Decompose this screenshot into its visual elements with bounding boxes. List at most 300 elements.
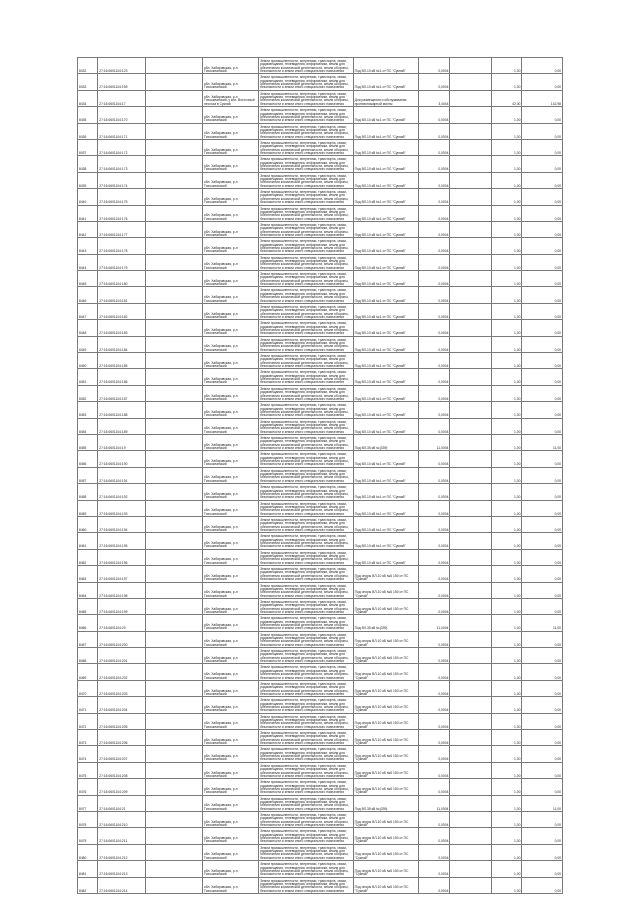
row-number: 8459 <box>78 500 98 516</box>
empty-cell <box>145 221 202 237</box>
address-cell: обл. Хабаровская, р-н Тихоокеанский <box>202 582 258 598</box>
address-cell: обл. Хабаровская, р-н Тихоокеанский <box>202 353 258 369</box>
rate-cell: 1,00 <box>492 697 522 713</box>
sum-cell: 0,00 <box>522 664 563 680</box>
table-row <box>78 205 563 221</box>
sum-cell: 0,00 <box>522 271 563 287</box>
land-category-cell: Земли промышленности, энергетики, транспорта, связи, радиовещания, телевидения, информатики, земли для обеспечения космической деятельности, земли обороны, безопасности и земли иного специального назначения <box>259 713 354 729</box>
land-category-cell: Земли промышленности, энергетики, транспорта, связи, радиовещания, телевидения, информатики, земли для обеспечения космической деятельности, земли обороны, безопасности и земли иного специального назначения <box>259 123 354 139</box>
table-row <box>78 221 563 237</box>
sum-cell: 0,00 <box>522 566 563 582</box>
cadastral-number: 27:16:0601104:208 <box>98 762 145 778</box>
permitted-use-cell: Под ВЛ-10 кВ №1 от ПС "Сукпай" <box>353 500 418 516</box>
cadastral-number: 27:16:0601104:196 <box>98 549 145 565</box>
land-category-cell: Земли промышленности, энергетики, транспорта, связи, радиовещания, телевидения, информатики, земли для обеспечения космической деятельности, земли обороны, безопасности и земли иного специального назначения <box>259 566 354 582</box>
address-cell: обл. Хабаровская, р-н Тихоокеанский, у кол. Восточный лесхоза в Сукпай <box>202 90 258 106</box>
empty-cell <box>450 254 492 270</box>
land-category-cell: Земли промышленности, энергетики, транспорта, связи, радиовещания, телевидения, информатики, земли для обеспечения космической деятельности, земли обороны, безопасности и земли иного специального назначения <box>259 271 354 287</box>
cadastral-number: 27:16:0601104:207 <box>98 746 145 762</box>
cadastral-number: 27:16:0601104:173 <box>98 156 145 172</box>
permitted-use-cell: Под опоры ВЛ-10 кВ №6 150 от ПС "Сукпай" <box>353 861 418 877</box>
empty-cell <box>450 467 492 483</box>
row-number: 8468 <box>78 648 98 664</box>
table-row <box>78 828 563 844</box>
land-category-cell: Земли промышленности, энергетики, транспорта, связи, радиовещания, телевидения, информатики, земли для обеспечения космической деятельности, земли обороны, безопасности и земли иного специального назначения <box>259 434 354 450</box>
cadastral-number: 27:16:0601104:210 <box>98 811 145 827</box>
area-cell: 11,0004 <box>418 615 450 631</box>
empty-cell <box>145 844 202 860</box>
land-category-cell: Земли промышленности, энергетики, транспорта, связи, радиовещания, телевидения, информатики, земли для обеспечения космической деятельности, земли обороны, безопасности и земли иного специального назначения <box>259 156 354 172</box>
area-cell: 3,4044 <box>418 90 450 106</box>
area-cell: 0,0004 <box>418 189 450 205</box>
permitted-use-cell: Под ВЛ-10 кВ №1 от ПС "Сукпай" <box>353 287 418 303</box>
permitted-use-cell: Под опоры ВЛ-10 кВ №6 150 от ПС "Сукпай" <box>353 828 418 844</box>
empty-cell <box>450 58 492 74</box>
permitted-use-cell: Под ВЛ-10 кВ №1 от ПС "Сукпай" <box>353 533 418 549</box>
permitted-use-cell: Под опоры ВЛ-10 кВ №6 150 от ПС "Сукпай" <box>353 746 418 762</box>
area-cell: 0,0004 <box>418 730 450 746</box>
empty-cell <box>450 533 492 549</box>
land-category-cell: Земли промышленности, энергетики, транспорта, связи, радиовещания, телевидения, информатики, земли для обеспечения космической деятельности, земли обороны, безопасности и земли иного специального назначения <box>259 467 354 483</box>
cadastral-number: 27:16:0601104:197 <box>98 566 145 582</box>
cadastral-number: 27:16:0601104:182 <box>98 303 145 319</box>
rate-cell: 1,00 <box>492 320 522 336</box>
rate-cell: 1,00 <box>492 500 522 516</box>
land-category-cell: Земли промышленности, энергетики, транспорта, связи, радиовещания, телевидения, информатики, земли для обеспечения космической деятельности, земли обороны, безопасности и земли иного специального назначения <box>259 369 354 385</box>
permitted-use-cell: Под опоры ВЛ-10 кВ №6 150 от ПС "Сукпай" <box>353 648 418 664</box>
cadastral-number: 27:16:0601104:180 <box>98 271 145 287</box>
empty-cell <box>145 336 202 352</box>
permitted-use-cell: Под ВЛ-10 кВ №1 от ПС "Сукпай" <box>353 451 418 467</box>
area-cell: 0,0004 <box>418 500 450 516</box>
address-cell: обл. Хабаровская, р-н Тихоокеанский <box>202 172 258 188</box>
address-cell: обл. Хабаровская, р-н Тихоокеанский <box>202 74 258 90</box>
cadastral-number: 27:16:0601104:203 <box>98 680 145 696</box>
sum-cell: 0,00 <box>522 172 563 188</box>
cadastral-number: 27:16:0601104:199 <box>98 598 145 614</box>
empty-cell <box>145 303 202 319</box>
row-number: 8449 <box>78 336 98 352</box>
land-category-cell: Земли промышленности, энергетики, транспорта, связи, радиовещания, телевидения, информатики, земли для обеспечения космической деятельности, земли обороны, безопасности и земли иного специального назначения <box>259 353 354 369</box>
empty-cell <box>145 238 202 254</box>
sum-cell: 0,00 <box>522 582 563 598</box>
rate-cell: 1,00 <box>492 385 522 401</box>
sum-cell: 11,00 <box>522 434 563 450</box>
land-category-cell: Земли промышленности, энергетики, транспорта, связи, радиовещания, телевидения, информатики, земли для обеспечения космической деятельности, земли обороны, безопасности и земли иного специального назначения <box>259 680 354 696</box>
address-cell: обл. Хабаровская, р-н Тихоокеанский <box>202 238 258 254</box>
cadastral-number: 27:16:0601104:174 <box>98 172 145 188</box>
empty-cell <box>145 582 202 598</box>
rate-cell: 1,00 <box>492 549 522 565</box>
sum-cell: 0,00 <box>522 139 563 155</box>
row-number: 8482 <box>78 877 98 893</box>
address-cell: обл. Хабаровская, р-н Тихоокеанский <box>202 762 258 778</box>
land-category-cell: Земли промышленности, энергетики, транспорта, связи, радиовещания, телевидения, информатики, земли для обеспечения космической деятельности, земли обороны, безопасности и земли иного специального назначения <box>259 746 354 762</box>
address-cell: обл. Хабаровская, р-н Тихоокеанский <box>202 107 258 123</box>
area-cell: 11,0004 <box>418 795 450 811</box>
empty-cell <box>450 746 492 762</box>
land-category-cell: Земли промышленности, энергетики, транспорта, связи, радиовещания, телевидения, информатики, земли для обеспечения космической деятельности, земли обороны, безопасности и земли иного специального назначения <box>259 336 354 352</box>
address-cell: обл. Хабаровская, р-н Тихоокеанский <box>202 205 258 221</box>
sum-cell: 0,00 <box>522 500 563 516</box>
cadastral-number: 27:16:0601104:187 <box>98 385 145 401</box>
row-number: 8446 <box>78 287 98 303</box>
rate-cell: 1,00 <box>492 336 522 352</box>
permitted-use-cell: Под ВЛ-10 кВ №1 от ПС "Сукпай" <box>353 418 418 434</box>
table-row <box>78 713 563 729</box>
empty-cell <box>450 811 492 827</box>
rate-cell: 1,00 <box>492 762 522 778</box>
empty-cell <box>450 861 492 877</box>
empty-cell <box>450 598 492 614</box>
rate-cell: 1,00 <box>492 664 522 680</box>
area-cell: 0,0004 <box>418 582 450 598</box>
table-row <box>78 369 563 385</box>
rate-cell: 1,00 <box>492 828 522 844</box>
permitted-use-cell: Под ВЛ-10 кВ №1 от ПС "Сукпай" <box>353 123 418 139</box>
area-cell: 0,0004 <box>418 58 450 74</box>
permitted-use-cell: Под опоры ВЛ-10 кВ №6 150 от ПС "Сукпай" <box>353 680 418 696</box>
row-number: 8467 <box>78 631 98 647</box>
rate-cell: 1,00 <box>492 779 522 795</box>
empty-cell <box>450 369 492 385</box>
sum-cell: 0,00 <box>522 467 563 483</box>
table-row <box>78 500 563 516</box>
address-cell: обл. Хабаровская, р-н Тихоокеанский <box>202 189 258 205</box>
permitted-use-cell: Под ВЛ-10 кВ №1 от ПС "Сукпай" <box>353 402 418 418</box>
address-cell: обл. Хабаровская, р-н Тихоокеанский <box>202 320 258 336</box>
permitted-use-cell: Под ВЛ-10 кВ №1 от ПС "Сукпай" <box>353 303 418 319</box>
sum-cell: 0,00 <box>522 238 563 254</box>
area-cell: 0,0004 <box>418 877 450 893</box>
table-row <box>78 172 563 188</box>
permitted-use-cell: Под опоры ВЛ-10 кВ №6 150 от ПС "Сукпай" <box>353 697 418 713</box>
sum-cell: 0,00 <box>522 549 563 565</box>
rate-cell: 1,00 <box>492 516 522 532</box>
area-cell: 0,0004 <box>418 353 450 369</box>
table-row <box>78 861 563 877</box>
rate-cell: 1,00 <box>492 189 522 205</box>
address-cell: обл. Хабаровская, р-н Тихоокеанский <box>202 713 258 729</box>
land-category-cell: Земли промышленности, энергетики, транспорта, связи, радиовещания, телевидения, информатики, земли для обеспечения космической деятельности, земли обороны, безопасности и земли иного специального назначения <box>259 598 354 614</box>
sum-cell: 0,00 <box>522 779 563 795</box>
permitted-use-cell: Под ВЛ-10 кВ №1 от ПС "Сукпай" <box>353 107 418 123</box>
empty-cell <box>450 648 492 664</box>
address-cell: обл. Хабаровская, р-н Тихоокеанский <box>202 549 258 565</box>
empty-cell <box>145 139 202 155</box>
sum-cell: 0,00 <box>522 811 563 827</box>
sum-cell: 0,00 <box>522 369 563 385</box>
permitted-use-cell: Под опоры ВЛ-10 кВ №6 150 от ПС "Сукпай" <box>353 713 418 729</box>
permitted-use-cell: Под опоры ВЛ-10 кВ №6 150 от ПС "Сукпай" <box>353 582 418 598</box>
row-number: 8441 <box>78 205 98 221</box>
empty-cell <box>145 271 202 287</box>
empty-cell <box>450 336 492 352</box>
row-number: 8443 <box>78 238 98 254</box>
land-category-cell: Земли промышленности, энергетики, транспорта, связи, радиовещания, телевидения, информатики, земли для обеспечения космической деятельности, земли обороны, безопасности и земли иного специального назначения <box>259 205 354 221</box>
permitted-use-cell: Под ВЛ-10 кВ №1 от ПС "Сукпай" <box>353 484 418 500</box>
land-category-cell: Земли промышленности, энергетики, транспорта, связи, радиовещания, телевидения, информатики, земли для обеспечения космической деятельности, земли обороны, безопасности и земли иного специального назначения <box>259 779 354 795</box>
area-cell: 0,0004 <box>418 418 450 434</box>
address-cell: обл. Хабаровская, р-н Тихоокеанский <box>202 566 258 582</box>
empty-cell <box>145 500 202 516</box>
sum-cell: 0,00 <box>522 221 563 237</box>
cadastral-number: 27:16:0601104:201 <box>98 648 145 664</box>
land-category-cell: Земли промышленности, энергетики, транспорта, связи, радиовещания, телевидения, информатики, земли для обеспечения космической деятельности, земли обороны, безопасности и земли иного специального назначения <box>259 418 354 434</box>
address-cell: обл. Хабаровская, р-н Тихоокеанский <box>202 139 258 155</box>
area-cell: 0,0004 <box>418 369 450 385</box>
cadastral-number: 27:16:0601104:178 <box>98 238 145 254</box>
land-category-cell: Земли промышленности, энергетики, транспорта, связи, радиовещания, телевидения, информатики, земли для обеспечения космической деятельности, земли обороны, безопасности и земли иного специального назначения <box>259 287 354 303</box>
sum-cell: 0,00 <box>522 303 563 319</box>
row-number: 8464 <box>78 582 98 598</box>
cadastral-number: 27:16:0601104:172 <box>98 139 145 155</box>
address-cell: обл. Хабаровская, р-н Тихоокеанский <box>202 516 258 532</box>
table-row <box>78 467 563 483</box>
area-cell: 0,0004 <box>418 549 450 565</box>
row-number: 8477 <box>78 795 98 811</box>
rate-cell: 1,00 <box>492 861 522 877</box>
row-number: 8448 <box>78 320 98 336</box>
sum-cell: 0,00 <box>522 762 563 778</box>
cadastral-number: 27:16:0601104:206 <box>98 730 145 746</box>
address-cell: обл. Хабаровская, р-н Тихоокеанский <box>202 631 258 647</box>
table-row <box>78 648 563 664</box>
area-cell: 0,0004 <box>418 451 450 467</box>
cadastral-number: 27:16:0601104:176 <box>98 205 145 221</box>
cadastral-number: 27:16:0601104:209 <box>98 779 145 795</box>
empty-cell <box>145 90 202 106</box>
sum-cell: 0,00 <box>522 631 563 647</box>
cadastral-number: 27:16:0601104:19 <box>98 434 145 450</box>
row-number: 8472 <box>78 713 98 729</box>
address-cell: обл. Хабаровская, р-н Тихоокеанский <box>202 369 258 385</box>
sum-cell: 0,00 <box>522 287 563 303</box>
cadastral-number: 27:16:0601104:204 <box>98 697 145 713</box>
empty-cell <box>450 271 492 287</box>
rate-cell: 1,00 <box>492 303 522 319</box>
cadastral-number: 27:16:0601104:177 <box>98 221 145 237</box>
sum-cell: 0,00 <box>522 877 563 893</box>
row-number: 8476 <box>78 779 98 795</box>
cadastral-number: 27:16:0601104:200 <box>98 631 145 647</box>
area-cell: 0,0004 <box>418 320 450 336</box>
area-cell: 0,0004 <box>418 861 450 877</box>
rate-cell: 1,00 <box>492 746 522 762</box>
address-cell: обл. Хабаровская, р-н Тихоокеанский <box>202 730 258 746</box>
cadastral-number: 27:16:0601104:195 <box>98 533 145 549</box>
table-row <box>78 762 563 778</box>
empty-cell <box>145 746 202 762</box>
permitted-use-cell: Под ВЛ-10 кВ №1 от ПС "Сукпай" <box>353 254 418 270</box>
land-category-cell: Земли промышленности, энергетики, транспорта, связи, радиовещания, телевидения, информатики, земли для обеспечения космической деятельности, земли обороны, безопасности и земли иного специального назначения <box>259 238 354 254</box>
rate-cell: 1,00 <box>492 238 522 254</box>
area-cell: 0,0004 <box>418 74 450 90</box>
area-cell: 0,0004 <box>418 844 450 860</box>
address-cell: обл. Хабаровская, р-н Тихоокеанский <box>202 877 258 893</box>
cadastral-number: 27:16:0601104:21 <box>98 795 145 811</box>
area-cell: 0,0004 <box>418 123 450 139</box>
address-cell: обл. Хабаровская, р-н Тихоокеанский <box>202 287 258 303</box>
table-row <box>78 254 563 270</box>
land-category-cell: Земли промышленности, энергетики, транспорта, связи, радиовещания, телевидения, информатики, земли для обеспечения космической деятельности, земли обороны, безопасности и земли иного специального назначения <box>259 451 354 467</box>
row-number: 8479 <box>78 828 98 844</box>
table-row <box>78 484 563 500</box>
table-row <box>78 58 563 74</box>
empty-cell <box>145 58 202 74</box>
empty-cell <box>450 189 492 205</box>
permitted-use-cell: Под ВЛ-35 кВ №(339) <box>353 795 418 811</box>
cadastral-number: 27:16:0601104:20 <box>98 615 145 631</box>
empty-cell <box>145 107 202 123</box>
address-cell: обл. Хабаровская, р-н Тихоокеанский <box>202 402 258 418</box>
rate-cell: 1,00 <box>492 123 522 139</box>
rate-cell: 1,00 <box>492 811 522 827</box>
empty-cell <box>145 320 202 336</box>
permitted-use-cell: Под ВЛ-35 кВ №(339) <box>353 434 418 450</box>
rate-cell: 1,00 <box>492 713 522 729</box>
sum-cell: 11,00 <box>522 615 563 631</box>
area-cell: 0,0004 <box>418 533 450 549</box>
row-number: 8432 <box>78 58 98 74</box>
empty-cell <box>450 90 492 106</box>
permitted-use-cell: Под ВЛ-10 кВ №1 от ПС "Сукпай" <box>353 336 418 352</box>
area-cell: 0,0004 <box>418 402 450 418</box>
permitted-use-cell: Под ВЛ-10 кВ №1 от ПС "Сукпай" <box>353 58 418 74</box>
land-category-cell: Земли промышленности, энергетики, транспорта, связи, радиовещания, телевидения, информатики, земли для обеспечения космической деятельности, земли обороны, безопасности и земли иного специального назначения <box>259 303 354 319</box>
sum-cell: 0,00 <box>522 353 563 369</box>
address-cell: обл. Хабаровская, р-н Тихоокеанский <box>202 254 258 270</box>
table-row <box>78 451 563 467</box>
empty-cell <box>450 844 492 860</box>
land-category-cell: Земли промышленности, энергетики, транспорта, связи, радиовещания, телевидения, информатики, земли для обеспечения космической деятельности, земли обороны, безопасности и земли иного специального назначения <box>259 828 354 844</box>
rate-cell: 1,00 <box>492 648 522 664</box>
permitted-use-cell: Под опоры ВЛ-10 кВ №6 150 от ПС "Сукпай" <box>353 730 418 746</box>
area-cell: 0,0004 <box>418 385 450 401</box>
rate-cell: 1,00 <box>492 172 522 188</box>
empty-cell <box>145 598 202 614</box>
empty-cell <box>145 615 202 631</box>
row-number: 8433 <box>78 74 98 90</box>
empty-cell <box>450 779 492 795</box>
row-number: 8465 <box>78 598 98 614</box>
rate-cell: 1,00 <box>492 467 522 483</box>
sum-cell: 0,00 <box>522 402 563 418</box>
empty-cell <box>145 795 202 811</box>
cadastral-number: 27:16:0601104:213 <box>98 861 145 877</box>
empty-cell <box>450 713 492 729</box>
sum-cell: 0,00 <box>522 74 563 90</box>
permitted-use-cell: Под ВЛ-10 кВ №1 от ПС "Сукпай" <box>353 189 418 205</box>
permitted-use-cell: Под опоры ВЛ-10 кВ №6 150 от ПС "Сукпай" <box>353 811 418 827</box>
empty-cell <box>145 402 202 418</box>
land-category-cell: Земли промышленности, энергетики, транспорта, связи, радиовещания, телевидения, информатики, земли для обеспечения космической деятельности, земли обороны, безопасности и земли иного специального назначения <box>259 107 354 123</box>
address-cell: обл. Хабаровская, р-н Тихоокеанский <box>202 779 258 795</box>
sum-cell: 0,00 <box>522 320 563 336</box>
empty-cell <box>450 402 492 418</box>
rate-cell: 1,00 <box>492 533 522 549</box>
row-number: 8439 <box>78 172 98 188</box>
rate-cell: 1,00 <box>492 221 522 237</box>
row-number: 8475 <box>78 762 98 778</box>
land-category-cell: Земли промышленности, энергетики, транспорта, связи, радиовещания, телевидения, информатики, земли для обеспечения космической деятельности, земли обороны, безопасности и земли иного специального назначения <box>259 533 354 549</box>
address-cell: обл. Хабаровская, р-н Тихоокеанский <box>202 615 258 631</box>
empty-cell <box>450 451 492 467</box>
row-number: 8470 <box>78 680 98 696</box>
rate-cell: 1,00 <box>492 877 522 893</box>
empty-cell <box>450 516 492 532</box>
empty-cell <box>145 762 202 778</box>
rate-cell: 1,00 <box>492 418 522 434</box>
land-category-cell: Земли промышленности, энергетики, транспорта, связи, радиовещания, телевидения, информатики, земли для обеспечения космической деятельности, земли обороны, безопасности и земли иного специального назначения <box>259 74 354 90</box>
area-cell: 0,0004 <box>418 336 450 352</box>
land-category-cell: Земли промышленности, энергетики, транспорта, связи, радиовещания, телевидения, информатики, земли для обеспечения космической деятельности, земли обороны, безопасности и земли иного специального назначения <box>259 762 354 778</box>
land-category-cell: Земли промышленности, энергетики, транспорта, связи, радиовещания, телевидения, информатики, земли для обеспечения космической деятельности, земли обороны, безопасности и земли иного специального назначения <box>259 402 354 418</box>
empty-cell <box>145 697 202 713</box>
cadastral-number: 27:16:0601104:179 <box>98 254 145 270</box>
area-cell: 0,0004 <box>418 254 450 270</box>
permitted-use-cell: Под ВЛ-10 кВ №1 от ПС "Сукпай" <box>353 271 418 287</box>
rate-cell: 1,00 <box>492 107 522 123</box>
empty-cell <box>145 828 202 844</box>
row-number: 8456 <box>78 451 98 467</box>
permitted-use-cell: Под ВЛ-10 кВ №1 от ПС "Сукпай" <box>353 238 418 254</box>
empty-cell <box>450 172 492 188</box>
empty-cell <box>145 172 202 188</box>
address-cell: обл. Хабаровская, р-н Тихоокеанский <box>202 828 258 844</box>
cadastral-number: 27:16:0601104:214 <box>98 877 145 893</box>
address-cell: обл. Хабаровская, р-н Тихоокеанский <box>202 385 258 401</box>
table-row <box>78 353 563 369</box>
empty-cell <box>145 205 202 221</box>
row-number: 8436 <box>78 123 98 139</box>
permitted-use-cell: Под ВЛ-10 кВ №1 от ПС "Сукпай" <box>353 74 418 90</box>
empty-cell <box>145 664 202 680</box>
empty-cell <box>450 795 492 811</box>
rate-cell: 1,00 <box>492 598 522 614</box>
land-category-cell: Земли промышленности, энергетики, транспорта, связи, радиовещания, телевидения, информатики, земли для обеспечения космической деятельности, земли обороны, безопасности и земли иного специального назначения <box>259 795 354 811</box>
cadastral-number: 27:16:0601104:123 <box>98 58 145 74</box>
cadastral-number: 27:16:0601104:159 <box>98 74 145 90</box>
empty-cell <box>450 549 492 565</box>
table-row <box>78 844 563 860</box>
rate-cell: 1,00 <box>492 844 522 860</box>
area-cell: 0,0004 <box>418 107 450 123</box>
sum-cell: 0,00 <box>522 697 563 713</box>
empty-cell <box>450 205 492 221</box>
row-number: 8463 <box>78 566 98 582</box>
row-number: 8481 <box>78 861 98 877</box>
empty-cell <box>145 254 202 270</box>
land-category-cell: Земли промышленности, энергетики, транспорта, связи, радиовещания, телевидения, информатики, земли для обеспечения космической деятельности, земли обороны, безопасности и земли иного специального назначения <box>259 549 354 565</box>
row-number: 8440 <box>78 189 98 205</box>
table-row <box>78 779 563 795</box>
empty-cell <box>450 353 492 369</box>
empty-cell <box>145 533 202 549</box>
address-cell: обл. Хабаровская, р-н Тихоокеанский <box>202 418 258 434</box>
land-category-cell: Земли промышленности, энергетики, транспорта, связи, радиовещания, телевидения, информатики, земли для обеспечения космической деятельности, земли обороны, безопасности и земли иного специального назначения <box>259 516 354 532</box>
area-cell: 0,0004 <box>418 779 450 795</box>
table-row <box>78 90 563 106</box>
permitted-use-cell: Под ВЛ-10 кВ №1 от ПС "Сукпай" <box>353 369 418 385</box>
table-row <box>78 877 563 893</box>
table-body <box>78 58 563 894</box>
empty-cell <box>145 811 202 827</box>
area-cell: 0,0004 <box>418 664 450 680</box>
rate-cell: 1,00 <box>492 615 522 631</box>
address-cell: обл. Хабаровская, р-н Тихоокеанский <box>202 156 258 172</box>
area-cell: 0,0004 <box>418 221 450 237</box>
